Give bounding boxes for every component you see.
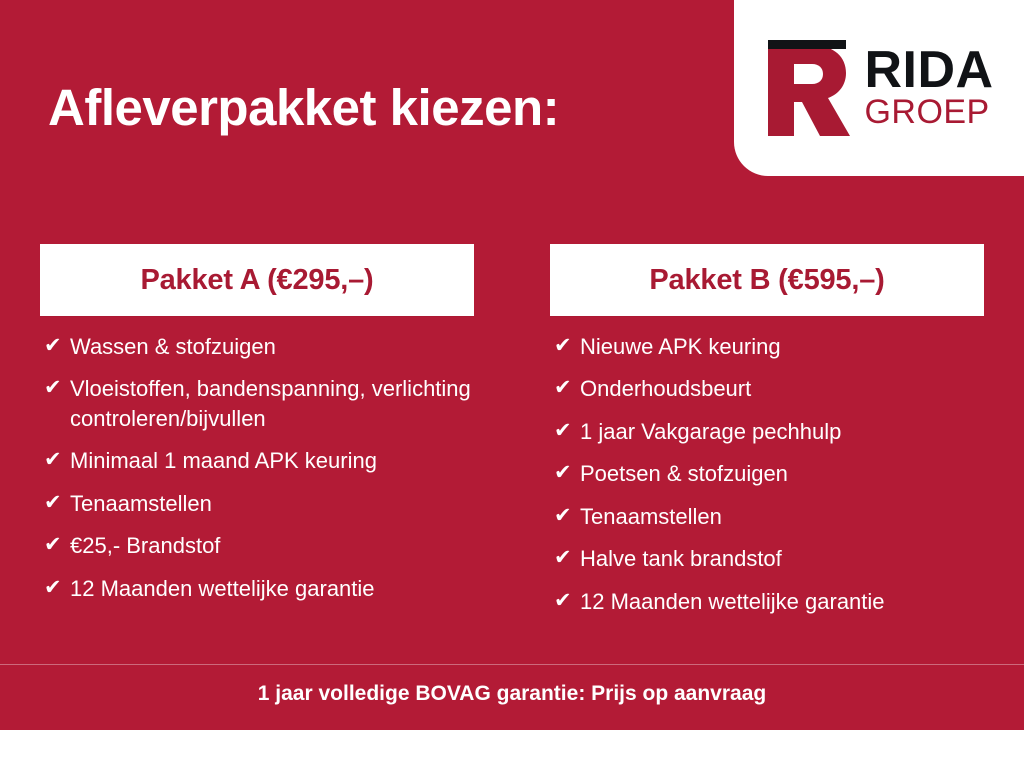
package-b-title: Pakket B (€595,–) — [649, 263, 885, 296]
list-item — [44, 531, 474, 560]
check-icon: ✔ — [44, 448, 62, 472]
package-b-header — [550, 244, 984, 316]
page-title: Afleverpakket kiezen: — [48, 79, 560, 136]
list-item — [554, 417, 984, 446]
feature-text: 12 Maanden wettelijke garantie — [70, 575, 375, 601]
check-icon: ✔ — [44, 575, 62, 599]
list-item — [554, 502, 984, 531]
feature-text: Vloeistoffen, bandenspanning, verlichting controleren/bijvullen — [70, 376, 471, 431]
footer-note: 1 jaar volledige BOVAG garantie: Prijs op aanvraag — [257, 682, 767, 705]
rida-r-mark-icon — [764, 40, 850, 136]
list-item — [554, 459, 984, 488]
list-item — [554, 374, 984, 403]
feature-text: Tenaamstellen — [580, 503, 722, 529]
check-icon: ✔ — [554, 546, 572, 570]
packages-container — [40, 244, 984, 629]
check-icon: ✔ — [44, 334, 62, 357]
check-icon: ✔ — [554, 334, 572, 357]
feature-text: Nieuwe APK keuring — [580, 334, 781, 359]
package-a-header — [40, 244, 474, 316]
list-item — [44, 332, 474, 361]
list-item — [44, 574, 474, 603]
feature-text: Wassen & stofzuigen — [70, 334, 276, 359]
check-icon: ✔ — [554, 418, 572, 442]
check-icon: ✔ — [44, 490, 62, 514]
package-b-feature-list — [550, 316, 984, 616]
list-item — [554, 332, 984, 361]
list-item — [554, 544, 984, 573]
feature-text: Poetsen & stofzuigen — [580, 461, 788, 487]
brand-name-primary: RIDA — [864, 41, 994, 100]
feature-text: 12 Maanden wettelijke garantie — [580, 588, 885, 614]
check-icon: ✔ — [554, 376, 572, 400]
brand-wordmark — [864, 41, 994, 132]
check-icon: ✔ — [44, 533, 62, 557]
package-card-b[interactable] — [550, 244, 984, 629]
list-item — [44, 489, 474, 518]
list-item — [554, 587, 984, 616]
package-a-feature-list — [40, 316, 474, 603]
list-item — [44, 446, 474, 475]
feature-text: €25,- Brandstof — [70, 533, 221, 559]
check-icon: ✔ — [554, 503, 572, 527]
feature-text: Tenaamstellen — [70, 490, 212, 516]
feature-text: 1 jaar Vakgarage pechhulp — [580, 418, 842, 444]
check-icon: ✔ — [554, 588, 572, 612]
bottom-strip — [0, 730, 1024, 768]
feature-text: Minimaal 1 maand APK keuring — [70, 448, 377, 474]
package-card-a[interactable] — [40, 244, 474, 629]
list-item — [44, 374, 474, 433]
brand-name-secondary: GROEP — [864, 93, 990, 132]
feature-text: Halve tank brandstof — [580, 546, 782, 572]
package-a-title: Pakket A (€295,–) — [140, 263, 374, 296]
feature-text: Onderhoudsbeurt — [580, 376, 752, 402]
check-icon: ✔ — [554, 461, 572, 485]
brand-logo — [734, 0, 1024, 176]
footer-divider — [0, 664, 1024, 665]
check-icon: ✔ — [44, 376, 62, 400]
